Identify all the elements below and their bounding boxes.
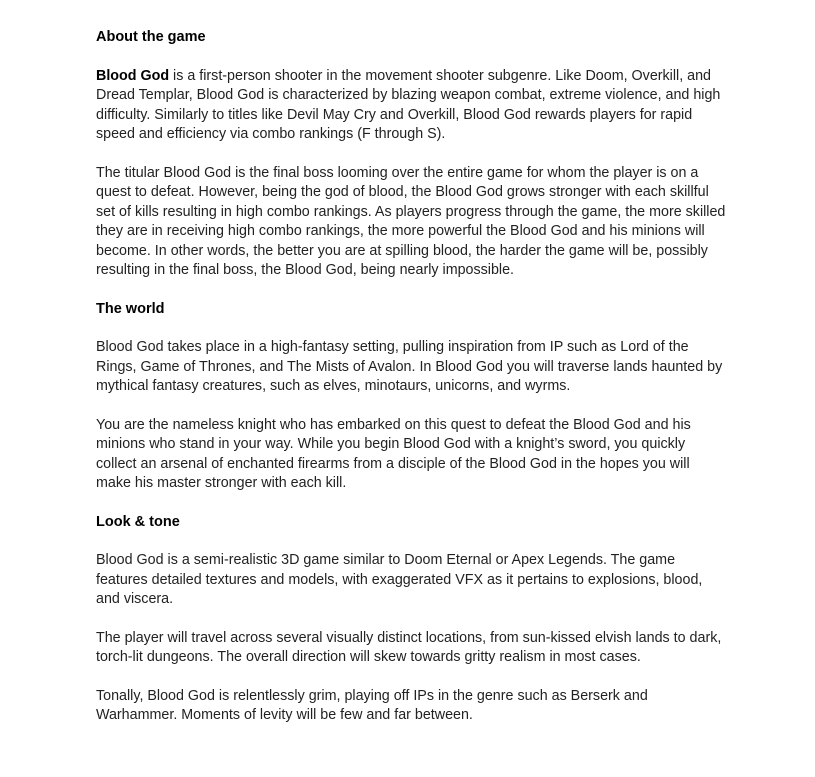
spacer [96,610,726,629]
spacer [96,145,726,164]
about-paragraph-1-text: is a first-person shooter in the movement shooter subgenre. Like Doom, Overkill, and Dread Templar, Blood God is characterized by blazing weapon combat, extreme violence, and high difficulty. Similarly to titles like Devil May Cry and Overkill, Blood God rewards players for rapid speed and efficiency via combo rankings (F through S). [96,67,721,142]
section-heading-look: Look & tone [96,513,180,530]
about-paragraph-1 [96,67,726,145]
look-paragraph-1: Blood God is a semi-realistic 3D game similar to Doom Eternal or Apex Legends. The game features detailed textures and models, with exaggerated VFX as it pertains to explosions, blood, and viscera. [96,552,703,607]
spacer [96,668,726,687]
spacer [96,319,726,338]
spacer [96,48,726,67]
world-paragraph-1: Blood God takes place in a high-fantasy setting, pulling inspiration from IP such as Lord of the Rings, Game of Thrones, and The Mists of Avalon. In Blood God you will traverse lands haunted by mythical fantasy creatures, such as elves, minotaurs, unicorns, and wyrms. [96,339,723,394]
game-title-bold: Blood God [96,67,170,84]
spacer [96,532,726,551]
look-paragraph-3: Tonally, Blood God is relentlessly grim, playing off IPs in the genre such as Berserk and Warhammer. Moments of levity will be few and far between. [96,687,648,723]
spacer [96,397,726,416]
spacer [96,494,726,513]
world-paragraph-2: You are the nameless knight who has embarked on this quest to defeat the Blood God and his minions who stand in your way. While you begin Blood God with a knight’s sword, you quickly collect an arsenal of enchanted firearms from a disciple of the Blood God in the hopes you will make his master stronger with each kill. [96,416,691,491]
about-paragraph-2: The titular Blood God is the final boss looming over the entire game for whom the player is on a quest to defeat. However, being the god of blood, the Blood God grows stronger with each skillful set of kills resulting in high combo rankings. As players progress through the game, the more skilled they are in receiving high combo rankings, the more powerful the Blood God and his minions will become. In other words, the better you are at spilling blood, the harder the game will be, possibly resulting in the final boss, the Blood God, being nearly impossible. [96,164,726,278]
look-paragraph-2: The player will travel across several visually distinct locations, from sun-kissed elvish lands to dark, torch-lit dungeons. The overall direction will skew towards gritty realism in most cases. [96,629,722,665]
section-heading-world: The world [96,300,165,317]
spacer [96,281,726,300]
section-heading-about: About the game [96,29,206,45]
document-body [96,28,726,726]
